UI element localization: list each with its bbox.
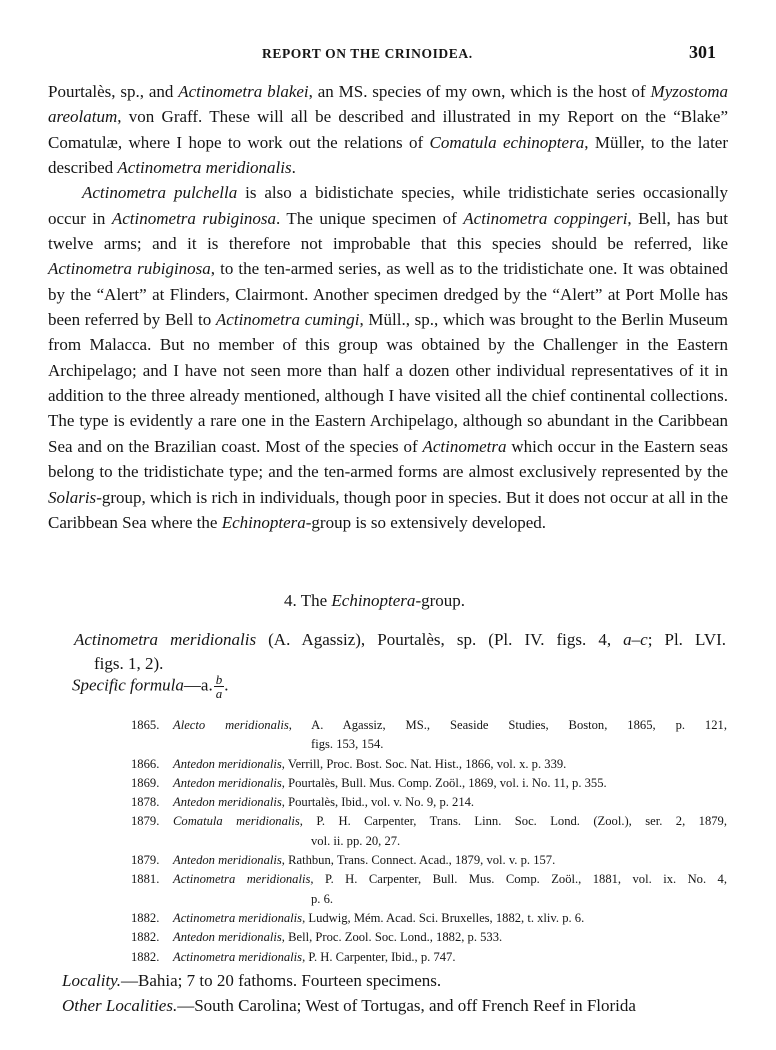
entry-year: 1879. xyxy=(131,853,160,868)
entry-reference: , Bell, Proc. Zool. Soc. Lond., 1882, p. 533. xyxy=(281,930,503,945)
entry-text xyxy=(173,948,727,967)
plate-reference: ; Pl. LVI. xyxy=(647,630,727,649)
text-run: . The unique specimen of xyxy=(276,208,464,228)
species-heading xyxy=(74,628,726,676)
taxon-name: Actinometra meridionalis xyxy=(173,872,311,887)
entry-year: 1882. xyxy=(131,949,160,964)
entry-year: 1865. xyxy=(131,718,160,732)
other-localities-label: Other Localities. xyxy=(62,996,178,1015)
synonymy-entry xyxy=(131,812,727,851)
species-heading-line-1 xyxy=(74,628,726,652)
entry-year: 1882. xyxy=(131,910,160,925)
species-name: Actinometra rubiginosa xyxy=(48,259,211,279)
taxon-name: Comatula meridionalis xyxy=(173,814,300,829)
entry-text xyxy=(173,755,727,774)
synonymy-entry xyxy=(131,793,727,812)
specific-formula xyxy=(72,673,228,700)
entry-reference: , Rathbun, Trans. Connect. Acad., 1879, vol. v. p. 157. xyxy=(281,853,556,868)
entry-text xyxy=(173,716,727,735)
text-run: , Bell, has but twelve arms; and it is therefore not improbable that this species should be referred, like xyxy=(48,208,728,254)
page-number: 301 xyxy=(689,42,716,62)
entry-reference: , P. H. Carpenter, Ibid., p. 747. xyxy=(302,949,456,964)
species-name: Actinometra meridionalis xyxy=(74,630,257,649)
species-name: Actinometra blakei xyxy=(178,82,309,101)
text-run: , Müller, to the later described xyxy=(48,132,729,178)
genus-name: Actinometra xyxy=(422,436,507,456)
synonymy-entry xyxy=(131,755,727,774)
entry-reference: , P. H. Carpenter, Bull. Mus. Comp. Zoöl., 1881, vol. ix. No. 4, xyxy=(310,872,728,887)
entry-reference: , Verrill, Proc. Bost. Soc. Nat. Hist., 1866, vol. x. p. 339. xyxy=(281,756,567,771)
entry-text xyxy=(173,928,727,947)
synonymy-entry xyxy=(131,851,727,870)
text-run: which occur in the Eastern seas belong to the tridistichate type; and the ten-armed forms are almost exclusively represented by the xyxy=(48,436,728,482)
entry-continuation: p. 6. xyxy=(311,891,334,906)
entry-year: 1866. xyxy=(131,756,160,771)
locality-text: —Bahia; 7 to 20 fathoms. Fourteen specimens. xyxy=(121,971,442,990)
taxon-name: Antedon meridionalis xyxy=(173,775,282,790)
text-run: . xyxy=(291,158,296,178)
other-localities-line xyxy=(62,996,728,1016)
text-run: , Müll., sp., which was brought to the Berlin Museum from Malacca. But no member of this group was obtained by the Challenger in the Eastern Archipelago; and I have not seen more than half a dozen other individual representatives of it in addition to the three already mentioned, although I have visited all the chief continental collections. The type is evidently a rare one in the Eastern Archipelago, although so abundant in the Caribbean Sea and on the Brazilian coast. Most of the species of xyxy=(48,310,728,456)
species-authority: (A. Agassiz), Pourtalès, sp. (Pl. IV. figs. 4, xyxy=(256,630,624,649)
entry-text xyxy=(173,909,727,928)
other-localities-text: —South Carolina; West of Tortugas, and off French Reef in Florida xyxy=(177,996,636,1015)
entry-reference: , Pourtalès, Bull. Mus. Comp. Zoöl., 1869, vol. i. No. 11, p. 355. xyxy=(281,775,607,790)
text-run: Pourtalès, sp., and xyxy=(48,82,179,101)
entry-text xyxy=(173,870,727,889)
synonymy-entry xyxy=(131,716,727,755)
formula-end: . xyxy=(224,675,229,695)
entry-continuation: figs. 153, 154. xyxy=(311,737,384,752)
entry-reference: , Pourtalès, Ibid., vol. v. No. 9, p. 214. xyxy=(281,795,475,810)
entry-text xyxy=(173,812,727,831)
text-run: -group is so extensively developed. xyxy=(305,512,547,532)
text-run: is also a bidistichate species, while tridistichate series occasionally occur in xyxy=(48,183,728,228)
taxon-name: Actinometra meridionalis xyxy=(173,910,303,925)
paragraph-2 xyxy=(48,180,728,535)
species-name: Actinometra cumingi xyxy=(215,310,360,330)
entry-continuation: vol. ii. pp. 20, 27. xyxy=(311,833,401,848)
taxon-name: Antedon meridionalis xyxy=(173,756,282,771)
synonymy-entry xyxy=(131,948,727,967)
text-run: -group, which is rich in individuals, though poor in species. But it does not occur at all in the Caribbean Sea where the xyxy=(48,487,728,532)
section-heading xyxy=(284,591,465,611)
group-name: Echinoptera xyxy=(221,512,306,532)
species-name: Actinometra meridionalis xyxy=(117,158,292,178)
entry-year: 1869. xyxy=(131,775,160,790)
formula-label: Specific formula xyxy=(72,675,184,695)
group-name: Echinoptera xyxy=(331,591,416,610)
locality-line xyxy=(62,971,728,991)
entry-text xyxy=(173,774,727,793)
fraction-numerator: b xyxy=(215,672,223,687)
group-name: Solaris xyxy=(48,487,97,507)
entry-text xyxy=(173,793,727,812)
figure-range: a–c xyxy=(623,630,648,649)
species-name: Actinometra pulchella xyxy=(82,183,238,203)
formula-prefix: —a. xyxy=(183,675,213,695)
entry-year: 1882. xyxy=(131,930,160,945)
formula-fraction xyxy=(214,673,225,700)
taxon-name: Antedon meridionalis xyxy=(173,795,282,810)
section-number: 4. xyxy=(284,591,297,610)
section-article: The xyxy=(300,591,328,610)
entry-text xyxy=(173,851,727,870)
synonymy-list xyxy=(131,716,727,967)
taxon-name: Actinometra meridionalis xyxy=(173,949,303,964)
entry-year: 1879. xyxy=(131,814,160,829)
synonymy-entry xyxy=(131,909,727,928)
paragraph-1 xyxy=(48,79,728,180)
taxon-name: Antedon meridionalis xyxy=(173,930,282,945)
entry-reference: , A. Agassiz, MS., Seaside Studies, Boston, 1865, p. 121, xyxy=(288,718,727,732)
synonymy-entry xyxy=(131,774,727,793)
synonymy-entry xyxy=(131,928,727,947)
species-name: Comatula echinoptera xyxy=(429,132,585,152)
body-text xyxy=(48,79,728,535)
species-name: Actinometra rubiginosa xyxy=(111,208,277,228)
taxon-name: Antedon meridionalis xyxy=(173,853,282,868)
taxon-name: Alecto meridionalis xyxy=(173,718,289,732)
entry-reference: , Ludwig, Mém. Acad. Sci. Bruxelles, 1882, t. xliv. p. 6. xyxy=(302,910,585,925)
entry-year: 1878. xyxy=(131,795,160,810)
fraction-denominator: a xyxy=(215,686,223,701)
running-title: REPORT ON THE CRINOIDEA. xyxy=(262,46,473,61)
entry-reference: , P. H. Carpenter, Trans. Linn. Soc. Lond. (Zool.), ser. 2, 1879, xyxy=(299,814,727,829)
text-run: , an MS. species of my own, which is the host of xyxy=(308,82,651,101)
text-run: , von Graff. These will all be described and illustrated in my Report on the “Blake” Comatulæ, where I hope to work out the relations of xyxy=(48,107,728,152)
section-suffix: -group. xyxy=(415,591,466,610)
synonymy-entry xyxy=(131,870,727,909)
species-name: Myzostoma areolatum xyxy=(48,82,728,127)
locality-label: Locality. xyxy=(62,971,122,990)
text-run: , to the ten-armed series, as well as to the tridistichate one. It was obtained by the “Alert” at Flinders, Clairmont. Another specimen dredged by the “Alert” at Port Molle has been referred by Bell to xyxy=(48,259,728,330)
entry-year: 1881. xyxy=(131,872,160,887)
species-heading-line-2: figs. 1, 2). xyxy=(94,654,164,673)
species-name: Actinometra coppingeri xyxy=(463,208,628,228)
